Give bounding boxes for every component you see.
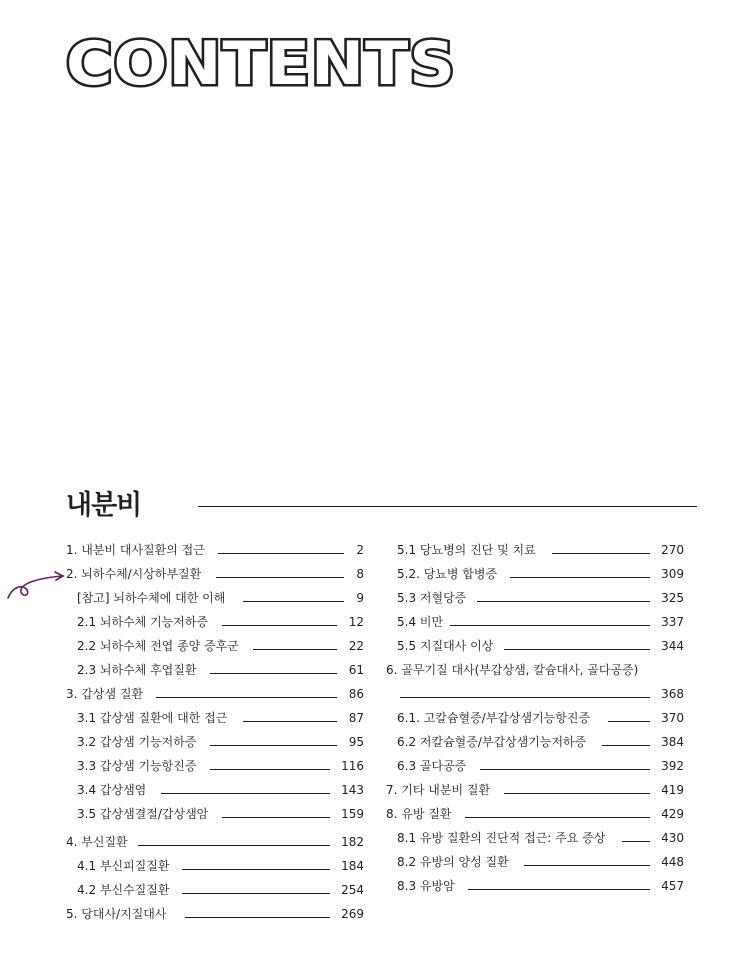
toc-entry-title: 8.3 유방암 xyxy=(397,879,455,893)
toc-entry-title: 5.4 비만 xyxy=(397,615,444,629)
toc-page-number: 429 xyxy=(661,807,684,821)
toc-page-number: 457 xyxy=(661,879,684,893)
section-divider xyxy=(198,506,697,507)
toc-page-number: 430 xyxy=(661,831,684,845)
toc-page-number: 95 xyxy=(348,735,364,749)
toc-entry-title: 5.3 저혈당증 xyxy=(397,591,467,605)
toc-entry-title: 3. 갑상샘 질환 xyxy=(66,687,144,701)
toc-entry-title: 5. 당대사/지질대사 xyxy=(66,907,167,921)
toc-page-number: 12 xyxy=(348,615,364,629)
toc-entry-title: 3.5 갑상샘결절/갑상샘암 xyxy=(77,807,209,821)
toc-entry-title: 2.3 뇌하수체 후엽질환 xyxy=(77,663,197,677)
toc-entry-title: 4.1 부신피질질환 xyxy=(77,859,170,873)
toc-page-number: 270 xyxy=(661,543,684,557)
toc-page-number: 309 xyxy=(661,567,684,581)
toc-entry[interactable] xyxy=(0,586,743,610)
toc-leader-line xyxy=(552,553,650,554)
contents-heading-text: CONTENTS xyxy=(66,29,456,96)
toc-page-number: 370 xyxy=(661,711,684,725)
toc-page-number: 344 xyxy=(661,639,684,653)
toc-entry-title: 5.2. 당뇨병 합병증 xyxy=(397,567,498,581)
toc-leader-line xyxy=(524,865,650,866)
toc-entry-title: 6.3 골다공증 xyxy=(397,759,467,773)
toc-entry-title: 6.1. 고칼슘혈증/부갑상샘기능항진증 xyxy=(397,711,591,725)
toc-entry-title: 2.2 뇌하수체 전엽 종양 증후군 xyxy=(77,639,239,653)
toc-page-number: 143 xyxy=(341,783,364,797)
toc-entry-title: 3.3 갑상샘 기능항진증 xyxy=(77,759,197,773)
toc-entry[interactable] xyxy=(0,682,743,706)
toc-entry-title: 4. 부신질환 xyxy=(66,835,128,849)
toc-entry-title: 8. 유방 질환 xyxy=(386,807,452,821)
toc-entry-title: 5.1 당뇨병의 진단 및 치료 xyxy=(397,543,536,557)
toc-leader-line xyxy=(480,769,650,770)
toc-page-number: 87 xyxy=(348,711,364,725)
toc-page-number: 384 xyxy=(661,735,684,749)
toc-entry-title: 6. 골무기질 대사(부갑상샘, 칼슘대사, 골다공증) xyxy=(386,663,639,677)
toc-entry[interactable] xyxy=(0,610,743,634)
toc-page-number: 254 xyxy=(341,883,364,897)
toc-page-number: 159 xyxy=(341,807,364,821)
toc-leader-line xyxy=(504,793,650,794)
toc-page-number: 182 xyxy=(341,835,364,849)
toc-entry[interactable] xyxy=(0,902,743,926)
toc-entry-title: 4.2 부신수질질환 xyxy=(77,883,170,897)
toc-page-number: 8 xyxy=(356,567,364,581)
toc-entry[interactable] xyxy=(0,874,743,898)
toc-leader-line xyxy=(622,841,650,842)
toc-leader-line xyxy=(450,625,650,626)
toc-leader-line xyxy=(465,817,650,818)
contents-heading xyxy=(64,26,484,96)
toc-entry-title: 1. 내분비 대사질환의 접근 xyxy=(66,543,205,557)
toc-entry[interactable] xyxy=(0,730,743,754)
toc-page-number: 22 xyxy=(348,639,364,653)
toc-entry[interactable] xyxy=(0,658,743,682)
toc-page-number: 392 xyxy=(661,759,684,773)
toc-entry[interactable] xyxy=(0,634,743,658)
toc-entry[interactable] xyxy=(0,538,743,562)
toc-page-number: 419 xyxy=(661,783,684,797)
toc-page-number: 86 xyxy=(348,687,364,701)
toc-page-number: 9 xyxy=(356,591,364,605)
section-title: 내분비 xyxy=(66,490,142,521)
toc-entry[interactable] xyxy=(0,778,743,802)
toc-entry-title: 5.5 지질대사 이상 xyxy=(397,639,494,653)
toc-page-number: 2 xyxy=(356,543,364,557)
toc-entry-title: 7. 기타 내분비 질환 xyxy=(386,783,491,797)
toc-page-number: 116 xyxy=(341,759,364,773)
toc-entry-title: 8.1 유방 질환의 진단적 접근: 주요 증상 xyxy=(397,831,606,845)
toc-leader-line xyxy=(504,649,650,650)
toc-entry-title: 3.2 갑상샘 기능저하증 xyxy=(77,735,197,749)
toc-entry-title: [참고] 뇌하수체에 대한 이해 xyxy=(77,591,226,605)
toc-page-number: 448 xyxy=(661,855,684,869)
toc-page-number: 269 xyxy=(341,907,364,921)
toc-entry[interactable] xyxy=(0,706,743,730)
toc-entry-title: 6.2 저칼슘혈증/부갑상샘기능저하증 xyxy=(397,735,587,749)
toc-page-number: 184 xyxy=(341,859,364,873)
toc-leader-line xyxy=(477,601,650,602)
toc-entry[interactable] xyxy=(0,562,743,586)
toc-entry-title: 3.1 갑상샘 질환에 대한 접근 xyxy=(77,711,228,725)
toc-leader-line xyxy=(400,697,650,698)
toc-entry[interactable] xyxy=(0,754,743,778)
toc-page-number: 337 xyxy=(661,615,684,629)
toc-leader-line xyxy=(602,745,650,746)
toc-leader-line xyxy=(468,889,650,890)
toc-entry-title: 2. 뇌하수체/시상하부질환 xyxy=(66,567,202,581)
toc-leader-line xyxy=(608,721,650,722)
toc-entry-title: 2.1 뇌하수체 기능저하증 xyxy=(77,615,209,629)
toc-entry-title: 8.2 유방의 양성 질환 xyxy=(397,855,509,869)
toc-page-number: 368 xyxy=(661,687,684,701)
toc-entry[interactable] xyxy=(0,826,743,850)
toc-page-number: 325 xyxy=(661,591,684,605)
toc-entry[interactable] xyxy=(0,850,743,874)
toc-entry-title: 3.4 갑상샘염 xyxy=(77,783,147,797)
toc-page-number: 61 xyxy=(348,663,364,677)
toc-leader-line xyxy=(185,917,330,918)
toc-entry[interactable] xyxy=(0,802,743,826)
toc-leader-line xyxy=(510,577,650,578)
